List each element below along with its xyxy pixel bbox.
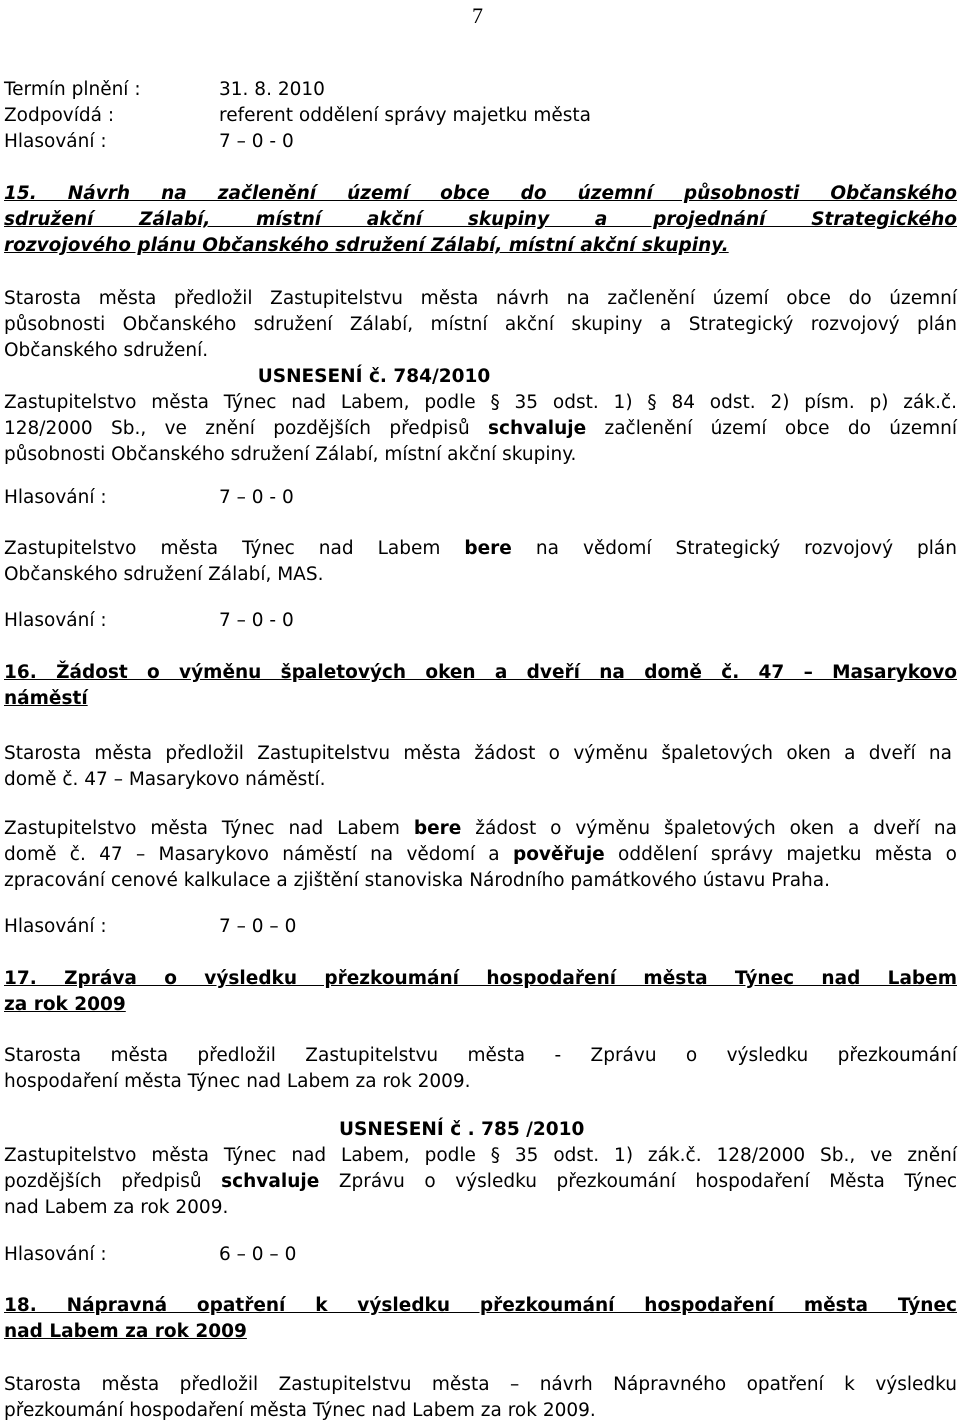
text-line [4,816,957,842]
text-line: Občanského sdružení Zálabí, MAS. [4,564,324,585]
text-line: Zastupitelstvo města Týnec nad Labem, podle § 35 odst. 1) § 84 odst. 2) písm. p) zák.č. [4,392,957,413]
item-17-intro [4,1043,957,1095]
vote-row [4,914,957,940]
page-number: 7 [472,3,483,28]
heading-line: 16. Žádost o výměnu špaletových oken a dveří na domě č. 47 – Masarykovo [4,662,957,683]
text-span: žádost o výměnu špaletových oken a dveří na [475,818,957,839]
text-line [4,416,957,442]
meta-value: referent oddělení správy majetku města [219,105,591,126]
meta-label: Termín plnění : [4,79,141,100]
heading-line: 15. Návrh na začlenění území obce do územní působnosti Občanského [4,183,957,204]
text-line: Zastupitelstvo města Týnec nad Labem, podle § 35 odst. 1) zák.č. 128/2000 Sb., ve znění [4,1145,957,1166]
vote-row [4,1242,957,1268]
bold-verb: pověřuje [512,844,605,865]
text-line: hospodaření města Týnec nad Labem za rok 2009. [4,1071,471,1092]
item-16-intro [4,741,957,793]
meta-value: 7 – 0 - 0 [219,131,294,152]
text-span: Zprávu o výsledku přezkoumání hospodaření Města Týnec [338,1171,957,1192]
vote-label: Hlasování : [4,1244,107,1265]
text-line: přezkoumání hospodaření města Týnec nad Labem za rok 2009. [4,1400,596,1421]
bold-verb: schvaluje [488,418,587,439]
item-15-intro [4,286,957,364]
text-span: Zastupitelstvo města Týnec nad Labem [4,538,441,559]
text-line: domě č. 47 – Masarykovo náměstí. [4,769,326,790]
meta-row-vote [4,129,957,155]
vote-label: Hlasování : [4,916,107,937]
text-line: nad Labem za rok 2009. [4,1197,229,1218]
item-17-resolution [4,1117,957,1221]
meta-row-responsible [4,103,957,129]
text-line: Starosta města předložil Zastupitelstvu města – návrh Nápravného opatření k výsledku [4,1374,957,1395]
meta-label: Hlasování : [4,131,107,152]
vote-value: 7 – 0 - 0 [219,610,294,631]
bold-verb: bere [413,818,462,839]
text-span: pozdějších předpisů [4,1171,202,1192]
item-15-note [4,536,957,588]
vote-row [4,485,957,511]
text-span: začlenění území obce do územní [604,418,957,439]
heading-line: 18. Nápravná opatření k výsledku přezkoumání hospodaření města Týnec [4,1295,957,1316]
text-line: Starosta města předložil Zastupitelstvu města - Zprávu o výsledku přezkoumání [4,1045,957,1066]
text-line [4,1169,957,1195]
text-span: domě č. 47 – Masarykovo náměstí na vědomí a [4,844,500,865]
heading-line: 17. Zpráva o výsledku přezkoumání hospodaření města Týnec nad Labem [4,968,957,989]
text-line: Starosta města předložil Zastupitelstvu města návrh na začlenění území obce do územní [4,288,957,309]
text-span: na vědomí Strategický rozvojový plán [535,538,957,559]
text-span: oddělení správy majetku města o [618,844,957,865]
meta-block [4,77,957,155]
item-15-heading [4,181,957,259]
item-17-heading [4,966,957,1018]
meta-row-deadline [4,77,957,103]
text-line [4,536,957,562]
vote-value: 7 – 0 - 0 [219,487,294,508]
text-span: 128/2000 Sb., ve znění pozdějších předpisů [4,418,470,439]
item-16-heading [4,660,957,712]
item-18-heading [4,1293,957,1345]
resolution-number: USNESENÍ č. 784/2010 [257,366,491,387]
heading-line: nad Labem za rok 2009 [4,1321,247,1342]
meta-label: Zodpovídá : [4,105,115,126]
vote-row [4,608,957,634]
bold-verb: schvaluje [221,1171,320,1192]
vote-value: 7 – 0 – 0 [219,916,297,937]
vote-label: Hlasování : [4,487,107,508]
meta-value: 31. 8. 2010 [219,79,325,100]
item-16-decision [4,816,957,894]
resolution-number: USNESENÍ č . 785 /2010 [339,1119,585,1140]
item-15-resolution [4,364,957,468]
text-span: Zastupitelstvo města Týnec nad Labem [4,818,400,839]
heading-line: náměstí [4,688,88,709]
heading-line: sdružení Zálabí, místní akční skupiny a projednání Strategického [4,209,957,230]
bold-verb: bere [464,538,512,559]
text-line: zpracování cenové kalkulace a zjištění stanoviska Národního památkového ústavu Praha. [4,870,830,891]
heading-line: za rok 2009 [4,994,126,1015]
text-line [4,842,957,868]
heading-line: rozvojového plánu Občanského sdružení Zálabí, místní akční skupiny. [4,235,729,256]
vote-value: 6 – 0 – 0 [219,1244,297,1265]
text-line: působnosti Občanského sdružení Zálabí, místní akční skupiny. [4,444,577,465]
item-18-intro [4,1372,957,1424]
text-line: působnosti Občanského sdružení Zálabí, místní akční skupiny a Strategický rozvojový plán [4,314,957,335]
vote-label: Hlasování : [4,610,107,631]
text-line: Občanského sdružení. [4,340,209,361]
text-line: Starosta města předložil Zastupitelstvu města žádost o výměnu špaletových oken a dveří na [4,743,952,764]
